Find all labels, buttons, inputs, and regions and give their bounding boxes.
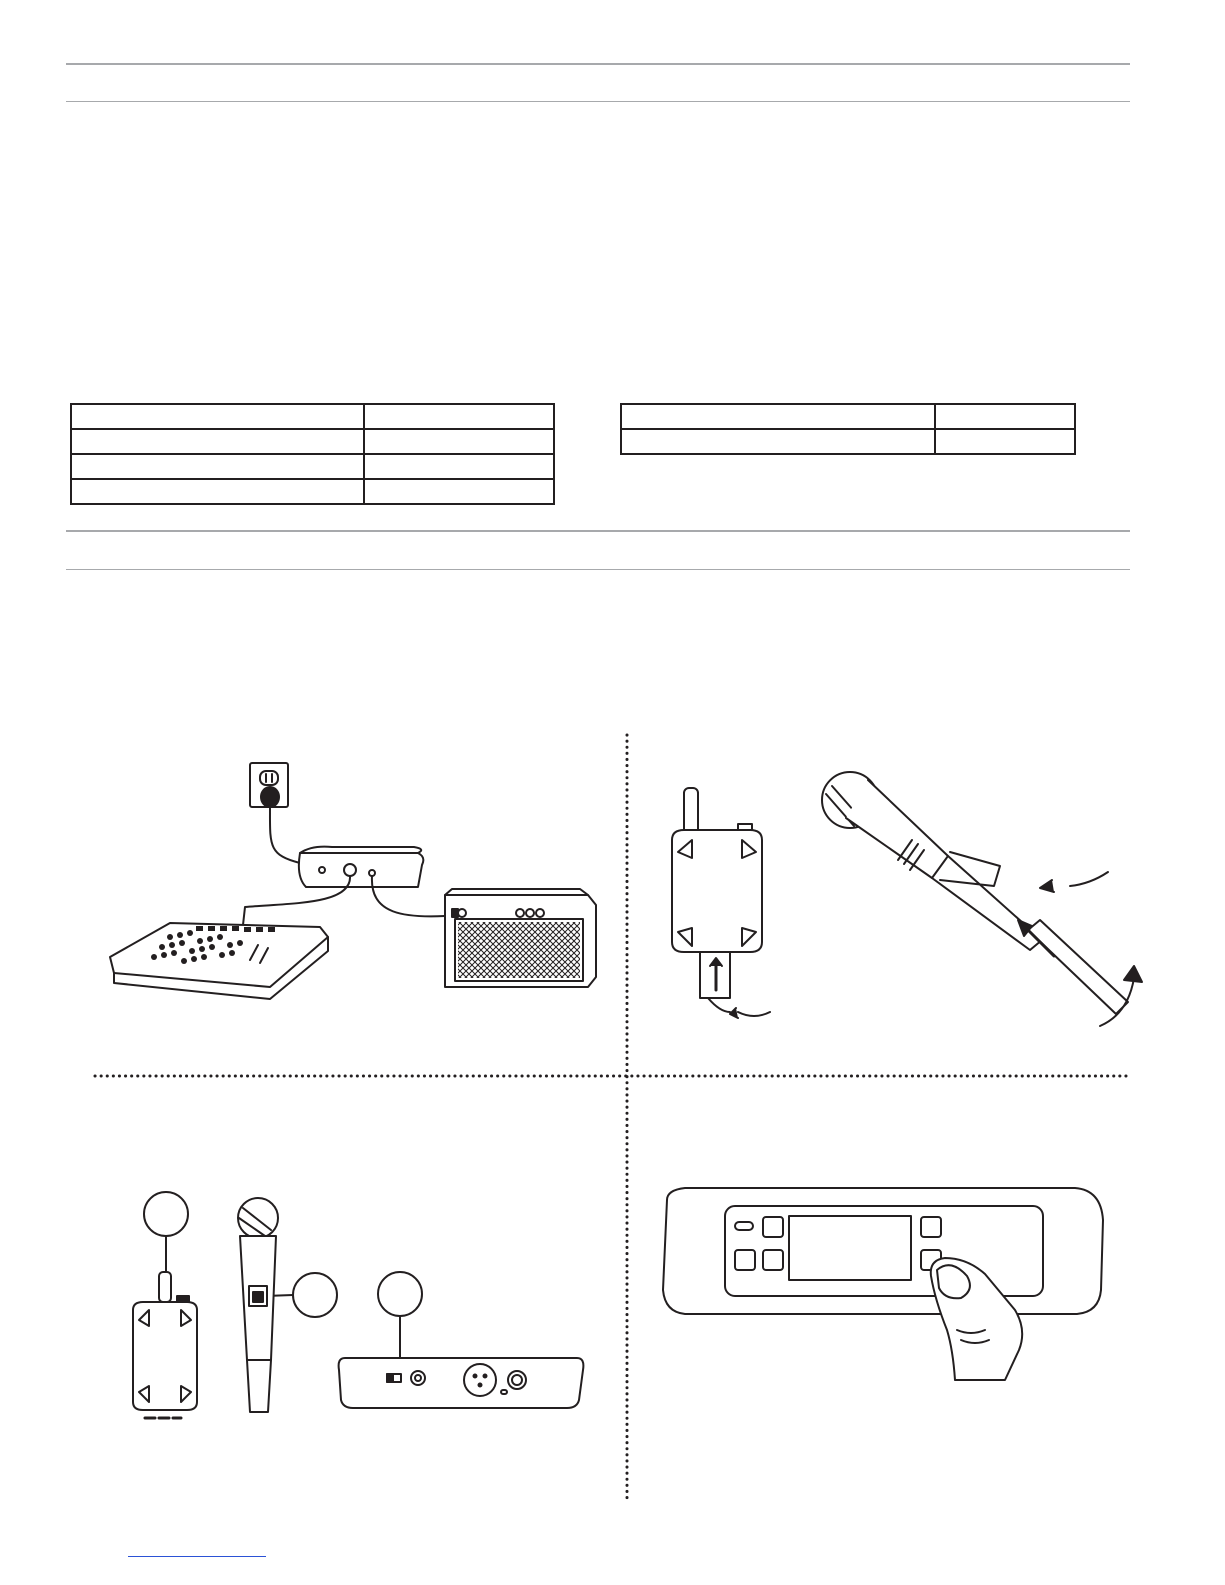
handheld-mic-icon — [822, 772, 1142, 1026]
mixer-icon — [110, 923, 328, 999]
connection-diagram-illustration — [100, 755, 610, 1035]
receiver-icon — [299, 847, 423, 887]
callout-circle-handheld — [293, 1273, 337, 1317]
battery-install-illustration — [650, 760, 1150, 1030]
callout-circle-bodypack — [144, 1192, 188, 1236]
bodypack-icon — [672, 788, 770, 1018]
amplifier-icon — [445, 889, 596, 987]
power-switches-illustration — [115, 1190, 595, 1420]
callout-circle-receiver — [378, 1272, 422, 1316]
sync-button-illustration — [655, 1180, 1115, 1390]
footer-link-underline[interactable] — [128, 1556, 266, 1557]
wall-outlet-icon — [250, 763, 288, 807]
